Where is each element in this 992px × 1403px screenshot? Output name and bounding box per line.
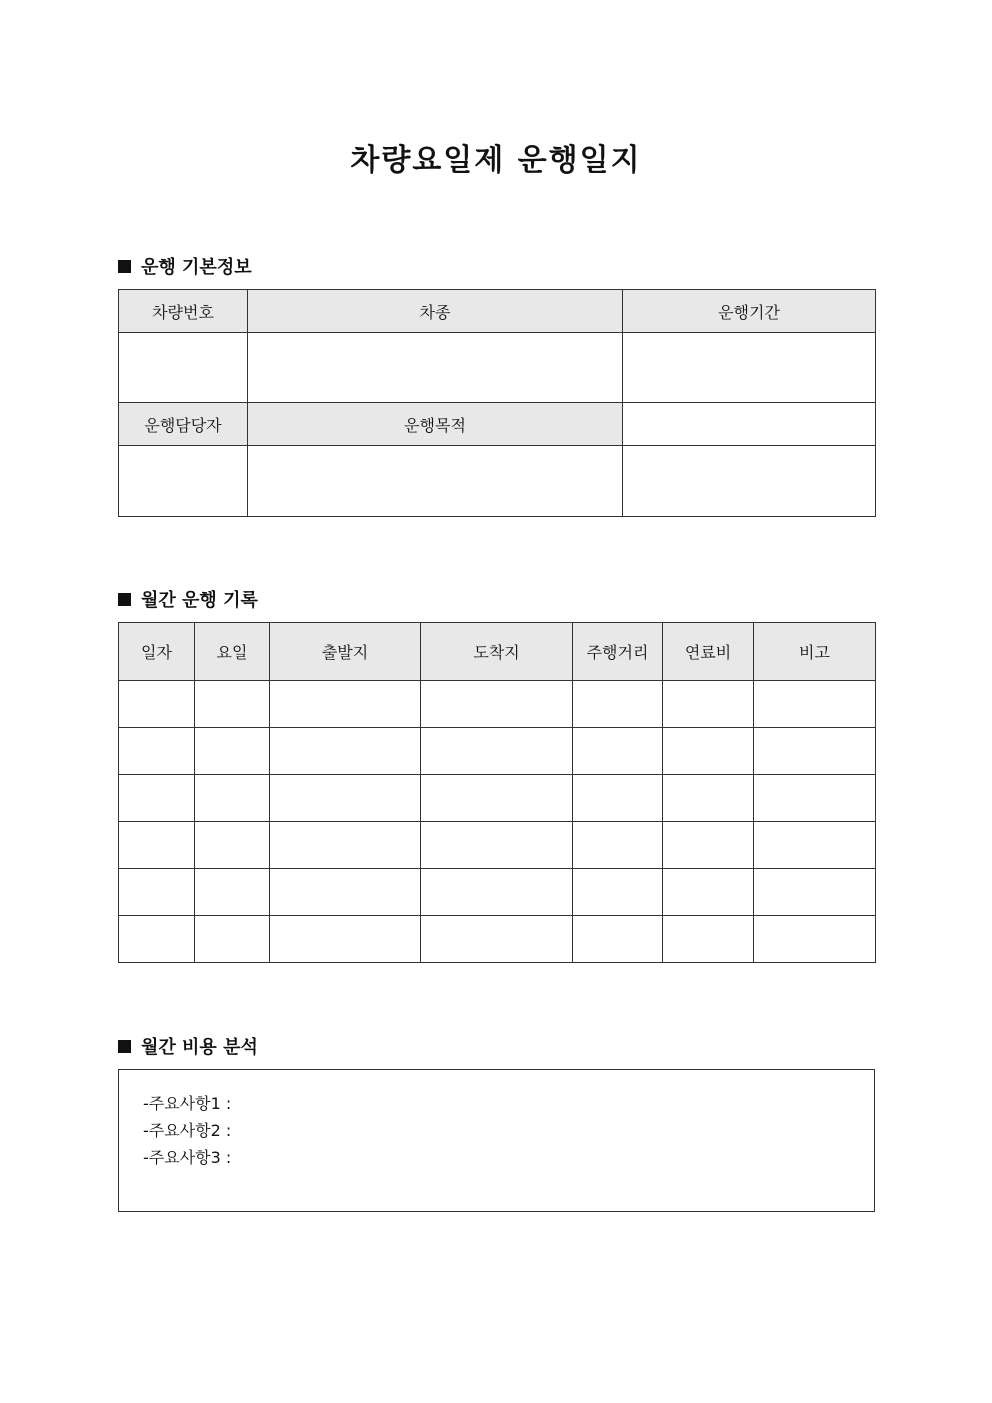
- table-row: [119, 869, 876, 916]
- key-note-1: -주요사항1 :: [143, 1094, 232, 1113]
- header-day: 요일: [195, 623, 270, 681]
- header-remarks: 비고: [754, 623, 876, 681]
- table-row: [119, 822, 876, 869]
- log-cell[interactable]: [754, 728, 876, 775]
- log-cell[interactable]: [270, 822, 421, 869]
- log-cell[interactable]: [663, 869, 754, 916]
- log-cell[interactable]: [119, 681, 195, 728]
- log-cell[interactable]: [573, 775, 663, 822]
- log-cell[interactable]: [663, 822, 754, 869]
- log-cell[interactable]: [663, 728, 754, 775]
- square-bullet-icon: [118, 593, 131, 606]
- header-destination: 도착지: [421, 623, 573, 681]
- log-cell[interactable]: [573, 728, 663, 775]
- key-notes-list: [119, 1070, 874, 1171]
- log-cell[interactable]: [195, 681, 270, 728]
- log-cell[interactable]: [754, 869, 876, 916]
- log-cell[interactable]: [270, 681, 421, 728]
- log-cell[interactable]: [195, 916, 270, 963]
- blank-cell[interactable]: [623, 403, 876, 446]
- log-cell[interactable]: [421, 869, 573, 916]
- log-cell[interactable]: [195, 822, 270, 869]
- header-distance: 주행거리: [573, 623, 663, 681]
- log-cell[interactable]: [195, 775, 270, 822]
- log-cell[interactable]: [119, 775, 195, 822]
- log-cell[interactable]: [573, 916, 663, 963]
- header-fuel-cost: 연료비: [663, 623, 754, 681]
- monthly-log-heading-text: 월간 운행 기록: [141, 590, 258, 611]
- log-cell[interactable]: [119, 728, 195, 775]
- log-cell[interactable]: [421, 916, 573, 963]
- key-note-2: -주요사항2 :: [143, 1121, 232, 1140]
- log-cell[interactable]: [421, 681, 573, 728]
- cost-analysis-heading: [118, 1033, 258, 1059]
- header-vehicle-number: 차량번호: [119, 290, 248, 333]
- log-cell[interactable]: [195, 728, 270, 775]
- header-date: 일자: [119, 623, 195, 681]
- operator-cell[interactable]: [119, 446, 248, 517]
- operation-purpose-cell[interactable]: [248, 446, 623, 517]
- header-operation-purpose: 운행목적: [248, 403, 623, 446]
- log-cell[interactable]: [421, 822, 573, 869]
- log-cell[interactable]: [754, 681, 876, 728]
- header-vehicle-type: 차종: [248, 290, 623, 333]
- log-cell[interactable]: [573, 822, 663, 869]
- log-cell[interactable]: [573, 681, 663, 728]
- log-cell[interactable]: [663, 916, 754, 963]
- table-row: [119, 916, 876, 963]
- vehicle-number-cell[interactable]: [119, 333, 248, 403]
- table-row: [119, 775, 876, 822]
- log-cell[interactable]: [270, 869, 421, 916]
- monthly-log-table: [118, 622, 876, 963]
- document-title: 차량요일제 운행일지: [350, 143, 642, 178]
- table-row: [119, 728, 876, 775]
- square-bullet-icon: [118, 1040, 131, 1053]
- log-cell[interactable]: [754, 916, 876, 963]
- monthly-log-heading: [118, 586, 258, 612]
- log-cell[interactable]: [270, 728, 421, 775]
- basic-info-table: [118, 289, 876, 517]
- table-row: [119, 681, 876, 728]
- header-departure: 출발지: [270, 623, 421, 681]
- header-operation-period: 운행기간: [623, 290, 876, 333]
- log-cell[interactable]: [119, 869, 195, 916]
- log-cell[interactable]: [421, 775, 573, 822]
- log-cell[interactable]: [270, 916, 421, 963]
- cost-analysis-box[interactable]: [118, 1069, 875, 1212]
- basic-info-heading-text: 운행 기본정보: [141, 257, 252, 278]
- log-cell[interactable]: [663, 775, 754, 822]
- log-cell[interactable]: [119, 916, 195, 963]
- log-cell[interactable]: [195, 869, 270, 916]
- basic-info-heading: [118, 253, 252, 279]
- log-cell[interactable]: [573, 869, 663, 916]
- square-bullet-icon: [118, 260, 131, 273]
- log-cell[interactable]: [270, 775, 421, 822]
- cost-analysis-heading-text: 월간 비용 분석: [141, 1037, 258, 1058]
- log-cell[interactable]: [754, 822, 876, 869]
- operation-period-cell[interactable]: [623, 333, 876, 403]
- log-cell[interactable]: [754, 775, 876, 822]
- log-cell[interactable]: [663, 681, 754, 728]
- key-note-3: -주요사항3 :: [143, 1148, 232, 1167]
- log-cell[interactable]: [421, 728, 573, 775]
- vehicle-type-cell[interactable]: [248, 333, 623, 403]
- header-operator: 운행담당자: [119, 403, 248, 446]
- extra-cell[interactable]: [623, 446, 876, 517]
- log-cell[interactable]: [119, 822, 195, 869]
